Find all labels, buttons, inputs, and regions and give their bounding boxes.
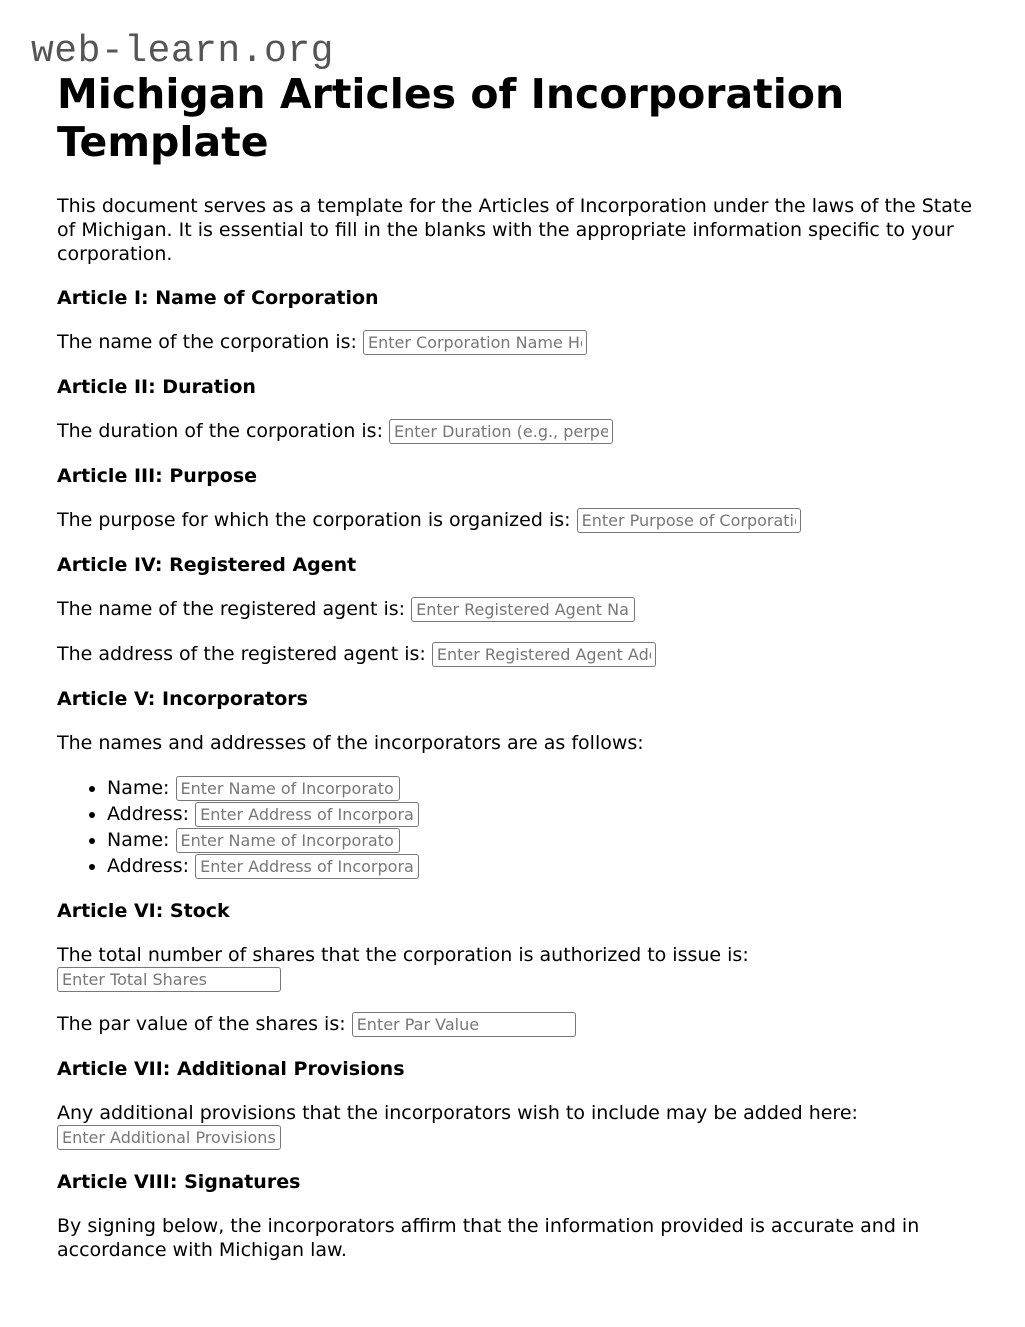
corporation-name-input[interactable] bbox=[363, 330, 587, 355]
incorporators-intro: The names and addresses of the incorporators are as follows: bbox=[57, 732, 644, 754]
list-item bbox=[107, 801, 977, 827]
incorporator-1-name-input[interactable] bbox=[176, 776, 400, 801]
incorporator-1-address-input[interactable] bbox=[195, 802, 419, 827]
agent-name-input[interactable] bbox=[411, 597, 635, 622]
agent-address-row bbox=[57, 642, 977, 667]
par-value-row bbox=[57, 1012, 977, 1037]
list-item bbox=[107, 853, 977, 879]
agent-address-label: The address of the registered agent is: bbox=[57, 643, 426, 665]
article-2-heading: Article II: Duration bbox=[57, 376, 256, 398]
document bbox=[57, 70, 977, 1282]
purpose-label: The purpose for which the corporation is organized is: bbox=[57, 509, 571, 531]
intro-paragraph: This document serves as a template for the Articles of Incorporation under the laws of the State of Michigan. It is essential to fill in the blanks with the appropriate information specific to your corporation. bbox=[57, 195, 973, 265]
article-5-heading: Article V: Incorporators bbox=[57, 688, 308, 710]
article-1-row bbox=[57, 330, 977, 355]
total-shares-label: The total number of shares that the corporation is authorized to issue is: bbox=[57, 944, 749, 966]
incorporator-1-name-label: Name: bbox=[107, 777, 170, 799]
provisions-input[interactable] bbox=[57, 1125, 281, 1150]
article-1-heading: Article I: Name of Corporation bbox=[57, 287, 379, 309]
par-value-label: The par value of the shares is: bbox=[57, 1013, 346, 1035]
agent-name-row bbox=[57, 597, 977, 622]
agent-name-label: The name of the registered agent is: bbox=[57, 598, 406, 620]
total-shares-input[interactable] bbox=[57, 967, 281, 992]
list-item bbox=[107, 827, 977, 853]
signatures-text: By signing below, the incorporators affirm that the information provided is accurate and in accordance with Michigan law. bbox=[57, 1215, 920, 1261]
page-title: Michigan Articles of Incorporation Template bbox=[57, 70, 845, 166]
provisions-row bbox=[57, 1101, 977, 1150]
purpose-input[interactable] bbox=[577, 508, 801, 533]
article-8-heading: Article VIII: Signatures bbox=[57, 1171, 301, 1193]
shares-row bbox=[57, 943, 977, 992]
incorporator-2-name-label: Name: bbox=[107, 829, 170, 851]
article-2-row bbox=[57, 419, 977, 444]
article-3-heading: Article III: Purpose bbox=[57, 465, 258, 487]
watermark: web-learn.org bbox=[31, 30, 334, 73]
provisions-label: Any additional provisions that the incorporators wish to include may be added here: bbox=[57, 1102, 858, 1124]
agent-address-input[interactable] bbox=[432, 642, 656, 667]
list-item bbox=[107, 775, 977, 801]
incorporator-1-address-label: Address: bbox=[107, 803, 190, 825]
corporation-name-label: The name of the corporation is: bbox=[57, 331, 357, 353]
duration-input[interactable] bbox=[389, 419, 613, 444]
duration-label: The duration of the corporation is: bbox=[57, 420, 383, 442]
article-7-heading: Article VII: Additional Provisions bbox=[57, 1058, 405, 1080]
article-6-heading: Article VI: Stock bbox=[57, 900, 230, 922]
article-4-heading: Article IV: Registered Agent bbox=[57, 554, 357, 576]
article-3-row bbox=[57, 508, 977, 533]
par-value-input[interactable] bbox=[352, 1012, 576, 1037]
incorporator-2-name-input[interactable] bbox=[176, 828, 400, 853]
incorporator-2-address-input[interactable] bbox=[195, 854, 419, 879]
incorporator-2-address-label: Address: bbox=[107, 855, 190, 877]
incorporators-list bbox=[57, 775, 977, 879]
